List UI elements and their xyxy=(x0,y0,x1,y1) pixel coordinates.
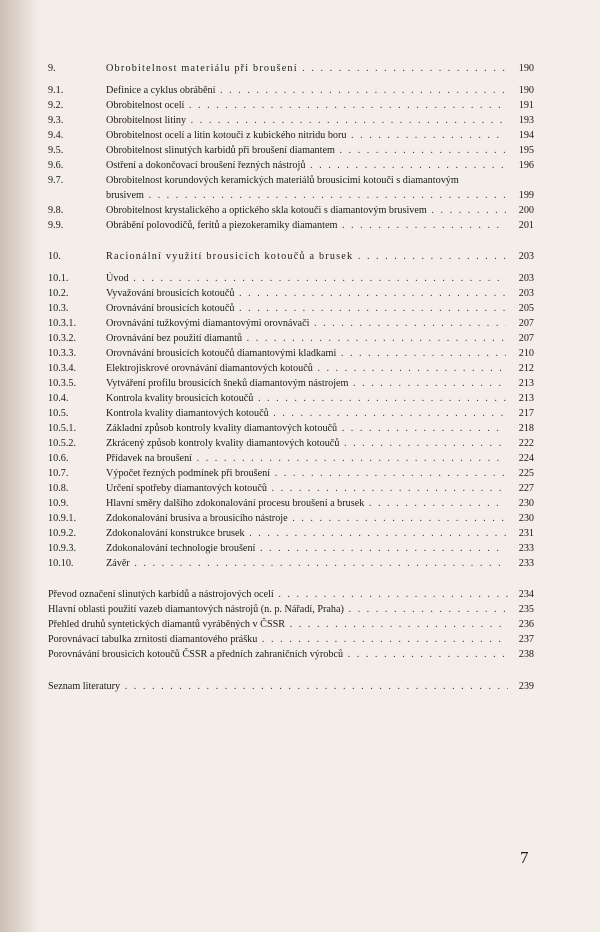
toc-page: 238 xyxy=(518,649,534,660)
toc-title: Zdokonalování brusiva a brousicího nástroje . . . xyxy=(106,512,506,525)
toc-number: 10.7. xyxy=(48,468,69,479)
toc-title: Ostření a dokončovací broušení řezných nástrojů . . . xyxy=(106,159,506,172)
toc-title: Kontrola kvality brousicích kotoučů . . . xyxy=(106,392,506,405)
toc-page: 203 xyxy=(518,273,534,284)
toc-page: 200 xyxy=(518,205,534,216)
toc-number: 9.7. xyxy=(48,175,64,186)
toc-page: 193 xyxy=(518,115,534,126)
toc-page: 218 xyxy=(518,423,534,434)
toc-title: Převod označení slinutých karbidů a nástrojových ocelí . . . xyxy=(48,588,508,601)
toc-page: 190 xyxy=(518,85,534,96)
toc-title: Hlavní oblasti použití vazeb diamantových nástrojů (n. p. Nářadí, Praha) . . . xyxy=(48,603,508,616)
toc-title: Obrobitelnost krystalického a optického skla kotouči s diamantovým brusivem . . . xyxy=(106,204,506,217)
toc-title: Vyvažování brousicích kotoučů . . . xyxy=(106,287,506,300)
toc-title: Porovnávací tabulka zrnitosti diamantového prášku . . . xyxy=(48,633,508,646)
toc-title: Orovnávání brousicích kotoučů . . . xyxy=(106,302,506,315)
toc-title: Racionální využití brousicích kotoučů a brusek . . . xyxy=(106,250,506,263)
toc-title: Obrobitelnost ocelí . . . xyxy=(106,99,506,112)
toc-page: 212 xyxy=(518,363,534,374)
toc-title: Obrobitelnost ocelí a litin kotouči z kubického nitridu boru . . . xyxy=(106,129,506,142)
toc-page: 233 xyxy=(518,558,534,569)
toc-page: 210 xyxy=(518,348,534,359)
toc-title: Obrobitelnost korundových keramických materiálů brousicími kotouči s diamantovým xyxy=(106,175,459,186)
toc-page: 233 xyxy=(518,543,534,554)
toc-title: Přídavek na broušení . . . xyxy=(106,452,506,465)
toc-title: Zdokonalování konstrukce brusek . . . xyxy=(106,527,506,540)
toc-page: 230 xyxy=(518,498,534,509)
toc-number: 9.8. xyxy=(48,205,64,216)
toc-number: 9.5. xyxy=(48,145,64,156)
toc-title: Obrábění polovodičů, feritů a piezokeramiky diamantem . . . xyxy=(106,219,506,232)
toc-page: 217 xyxy=(518,408,534,419)
toc-number: 9. xyxy=(48,63,56,74)
toc-number: 9.3. xyxy=(48,115,64,126)
toc-page: 235 xyxy=(518,604,534,615)
toc-title: Definice a cyklus obrábění . . . xyxy=(106,84,506,97)
toc-page: 196 xyxy=(518,160,534,171)
toc-title: Orovnávání tužkovými diamantovými orovnávači . . . xyxy=(106,317,506,330)
toc-page: 195 xyxy=(518,145,534,156)
toc-title: Přehled druhů syntetických diamantů vyráběných v ČSSR . . . xyxy=(48,618,508,631)
toc-title: Obrobitelnost materiálu při broušení . . . xyxy=(106,62,506,75)
toc-number: 9.1. xyxy=(48,85,64,96)
page-number: 7 xyxy=(520,848,529,867)
toc-number: 10.3. xyxy=(48,303,69,314)
toc-number: 10.4. xyxy=(48,393,69,404)
toc-number: 10.3.3. xyxy=(48,348,77,359)
toc-number: 10. xyxy=(48,251,61,262)
toc-number: 10.5. xyxy=(48,408,69,419)
toc-page: 207 xyxy=(518,318,534,329)
toc-page: 230 xyxy=(518,513,534,524)
toc-page: 213 xyxy=(518,393,534,404)
toc-number: 10.8. xyxy=(48,483,69,494)
toc-number: 10.9.3. xyxy=(48,543,77,554)
toc-title: Orovnávání bez použití diamantů . . . xyxy=(106,332,506,345)
toc-number: 10.10. xyxy=(48,558,74,569)
toc-title: Porovnávání brousicích kotoučů ČSSR a předních zahraničních výrobců . . . xyxy=(48,648,508,661)
toc-page: 237 xyxy=(518,634,534,645)
toc-number: 9.2. xyxy=(48,100,64,111)
toc-title: Orovnávání brousicích kotoučů diamantovými kladkami . . . xyxy=(106,347,506,360)
toc-page: 194 xyxy=(518,130,534,141)
toc-page: 239 xyxy=(518,681,534,692)
toc-number: 10.9. xyxy=(48,498,69,509)
toc-page: 234 xyxy=(518,589,534,600)
toc-page: 191 xyxy=(518,100,534,111)
toc-title: Určení spotřeby diamantových kotoučů . . . xyxy=(106,482,506,495)
toc-number: 9.6. xyxy=(48,160,64,171)
toc-number: 9.9. xyxy=(48,220,64,231)
toc-page: 203 xyxy=(518,288,534,299)
toc-page: 207 xyxy=(518,333,534,344)
toc-page: 190 xyxy=(518,63,534,74)
toc-title: Výpočet řezných podmínek při broušení . . . xyxy=(106,467,506,480)
toc-title: Závěr . . . xyxy=(106,557,506,570)
toc-title: Obrobitelnost slinutých karbidů při broušení diamantem . . . xyxy=(106,144,506,157)
toc-number: 10.2. xyxy=(48,288,69,299)
toc-title: Obrobitelnost litiny . . . xyxy=(106,114,506,127)
toc-page: 225 xyxy=(518,468,534,479)
page-edge-shadow xyxy=(0,0,40,932)
toc-number: 9.4. xyxy=(48,130,64,141)
toc-number: 10.1. xyxy=(48,273,69,284)
toc-title: Vytváření profilu brousicích šneků diamantovým nástrojem . . . xyxy=(106,377,506,390)
toc-page: 224 xyxy=(518,453,534,464)
toc-page: 227 xyxy=(518,483,534,494)
toc-title: Úvod . . . xyxy=(106,272,506,285)
toc-title: Základní způsob kontroly kvality diamantových kotoučů . . . xyxy=(106,422,506,435)
toc-title: Kontrola kvality diamantových kotoučů . . . xyxy=(106,407,506,420)
toc-number: 10.5.2. xyxy=(48,438,77,449)
toc-title: Zdokonalování technologie broušení . . . xyxy=(106,542,506,555)
toc-title: Zkrácený způsob kontroly kvality diamantových kotoučů . . . xyxy=(106,437,506,450)
toc-number: 10.3.5. xyxy=(48,378,77,389)
toc-page: 199 xyxy=(518,190,534,201)
toc-number: 10.3.4. xyxy=(48,363,77,374)
toc-title-continuation: brusivem . . . xyxy=(106,189,506,202)
toc-number: 10.5.1. xyxy=(48,423,77,434)
toc-title: Hlavní směry dalšího zdokonalování procesu broušení a brusek . . . xyxy=(106,497,506,510)
toc-page: 213 xyxy=(518,378,534,389)
toc-page: 222 xyxy=(518,438,534,449)
toc-page: 203 xyxy=(518,251,534,262)
toc-page: 205 xyxy=(518,303,534,314)
toc-page: 231 xyxy=(518,528,534,539)
toc-number: 10.3.2. xyxy=(48,333,77,344)
toc-title: Seznam literatury . . . xyxy=(48,680,508,693)
toc-number: 10.9.1. xyxy=(48,513,77,524)
toc-page: 236 xyxy=(518,619,534,630)
toc-number: 10.3.1. xyxy=(48,318,77,329)
toc-title: Elektrojiskrové orovnávání diamantových kotoučů . . . xyxy=(106,362,506,375)
toc-page: 201 xyxy=(518,220,534,231)
toc-number: 10.6. xyxy=(48,453,69,464)
toc-number: 10.9.2. xyxy=(48,528,77,539)
